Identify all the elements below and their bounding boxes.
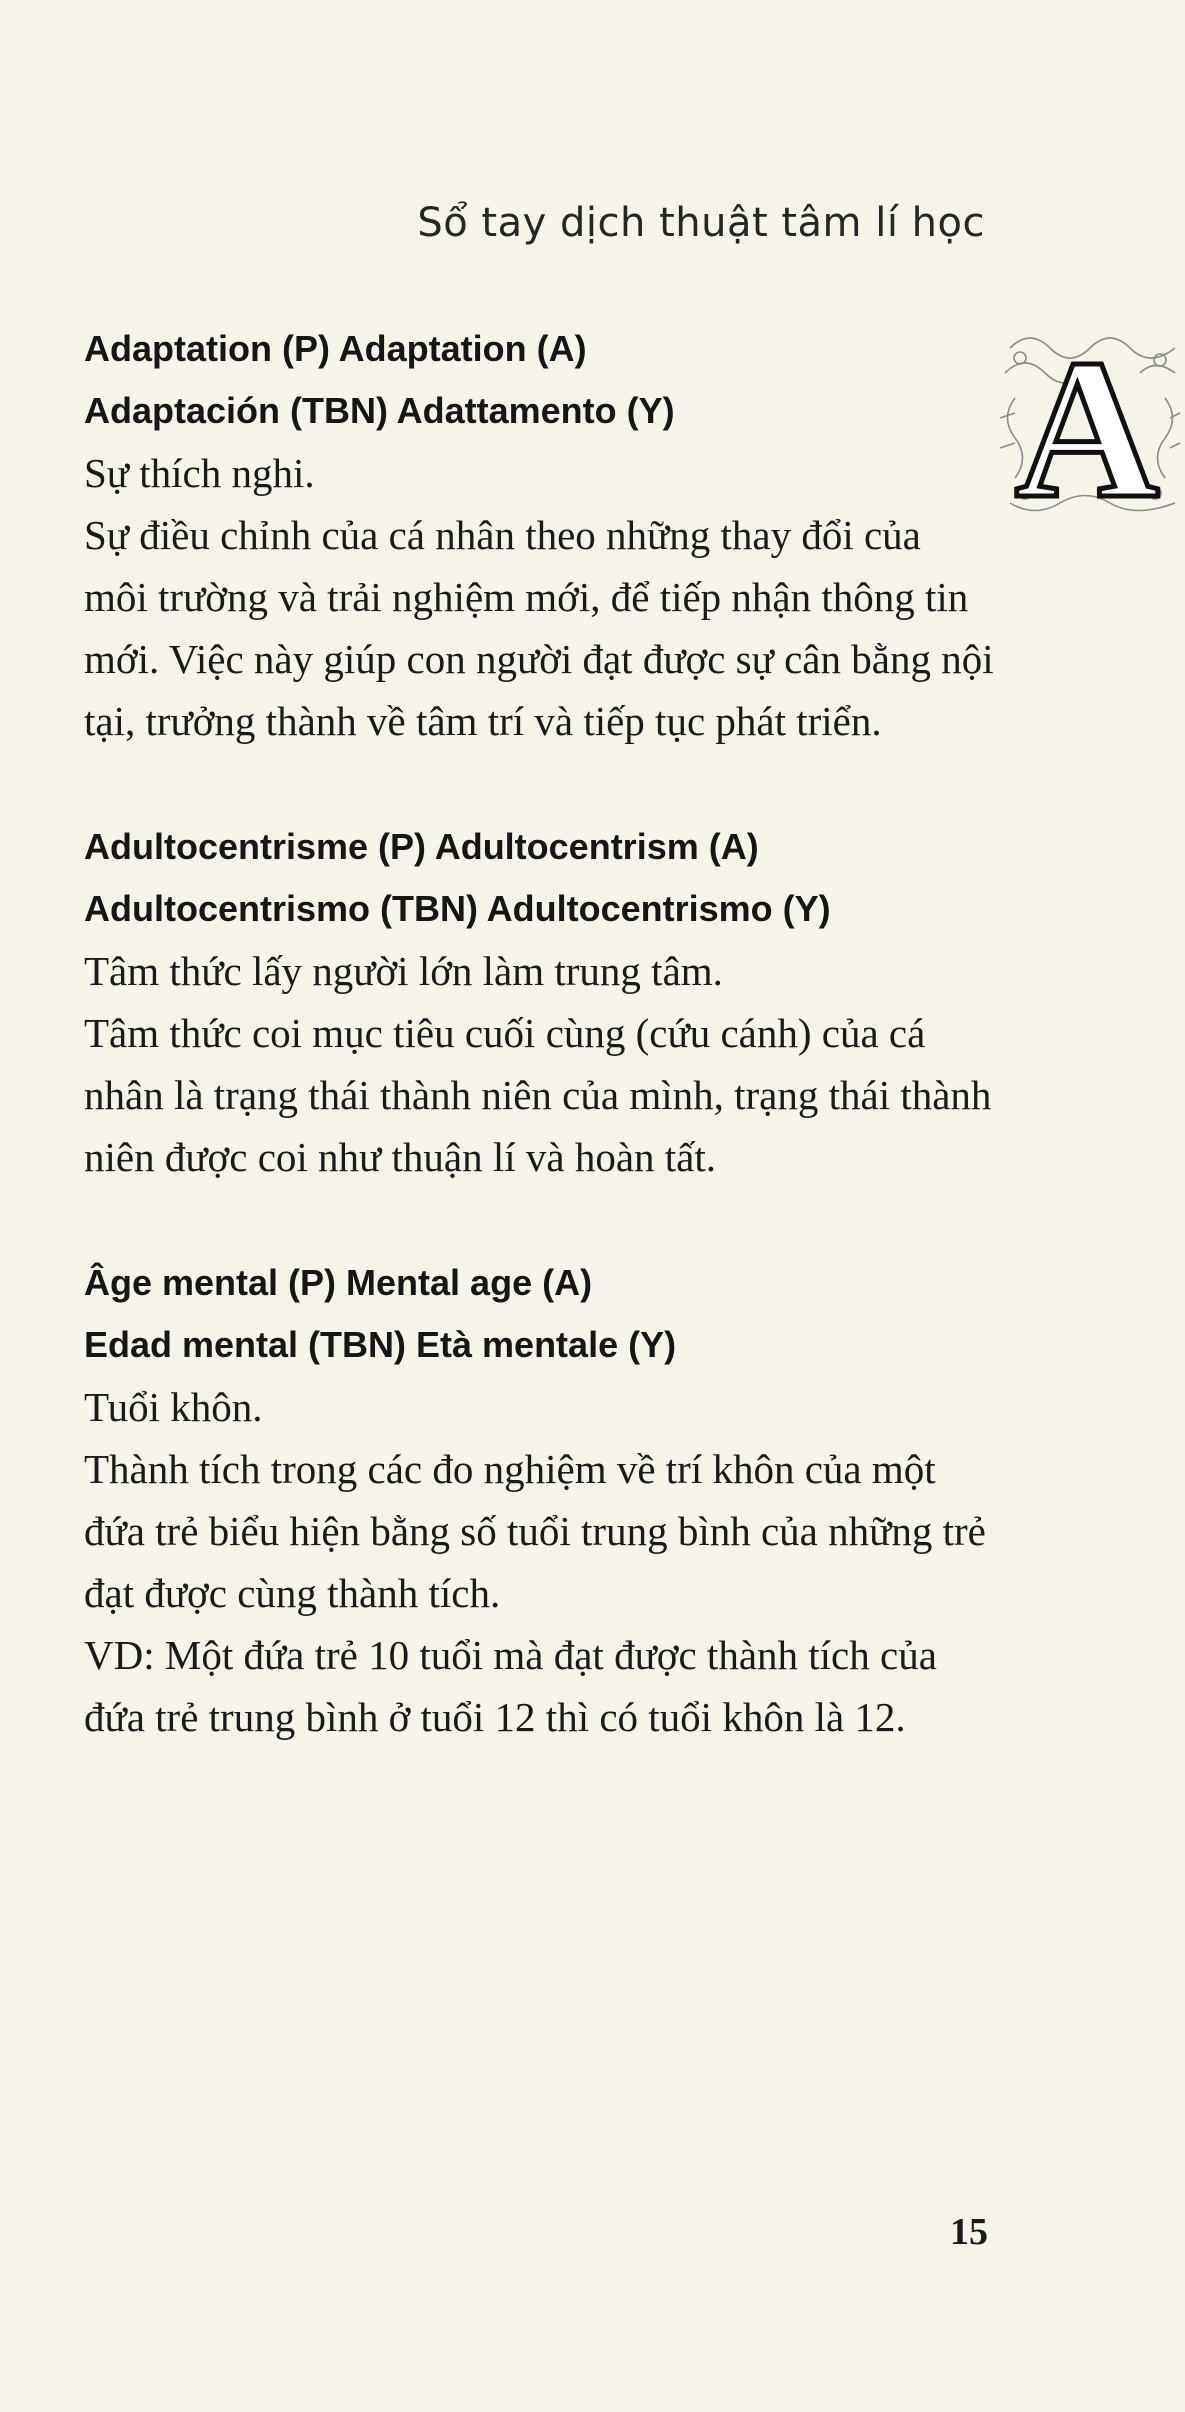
section-letter: A: [1014, 319, 1160, 528]
entry-adultocentrisme: [84, 816, 994, 1188]
entry-translation: Tâm thức lấy người lớn làm trung tâm.: [84, 948, 723, 994]
entry-definition: Tâm thức coi mục tiêu cuối cùng (cứu cánh) của cá nhân là trạng thái thành niên của mình, trạng thái thành niên được coi như thuận lí và hoàn tất.: [84, 1010, 992, 1180]
dictionary-content: [84, 318, 994, 1812]
entry-adaptation: [84, 318, 994, 752]
page-number: 15: [950, 2211, 988, 2253]
entry-age-mental: [84, 1252, 994, 1748]
ornament-flourish-icon: [990, 318, 1185, 528]
entry-term-line: Adultocentrismo (TBN) Adultocentrismo (Y): [84, 888, 831, 929]
running-header: Sổ tay dịch thuật tâm lí học: [417, 200, 985, 246]
entry-definition: Thành tích trong các đo nghiệm về trí khôn của một đứa trẻ biểu hiện bằng số tuổi trung bình của những trẻ đạt được cùng thành tích.: [84, 1446, 986, 1616]
entry-term-line: Adaptation (P) Adaptation (A): [84, 328, 587, 369]
entry-translation: Tuổi khôn.: [84, 1384, 263, 1430]
entry-term-line: Adaptación (TBN) Adattamento (Y): [84, 390, 675, 431]
entry-example: VD: Một đứa trẻ 10 tuổi mà đạt được thành tích của đứa trẻ trung bình ở tuổi 12 thì có tuổi khôn là 12.: [84, 1632, 937, 1740]
entry-term-line: Adultocentrisme (P) Adultocentrism (A): [84, 826, 759, 867]
entry-term-line: Âge mental (P) Mental age (A): [84, 1262, 593, 1303]
entry-translation: Sự thích nghi.: [84, 450, 315, 496]
entry-term-line: Edad mental (TBN) Età mentale (Y): [84, 1324, 677, 1365]
section-letter-ornament: [990, 318, 1185, 528]
entry-definition: Sự điều chỉnh của cá nhân theo những thay đổi của môi trường và trải nghiệm mới, để tiếp nhận thông tin mới. Việc này giúp con người đạt được sự cân bằng nội tại, trưởng thành về tâm trí và tiếp tục phát triển.: [84, 512, 994, 744]
